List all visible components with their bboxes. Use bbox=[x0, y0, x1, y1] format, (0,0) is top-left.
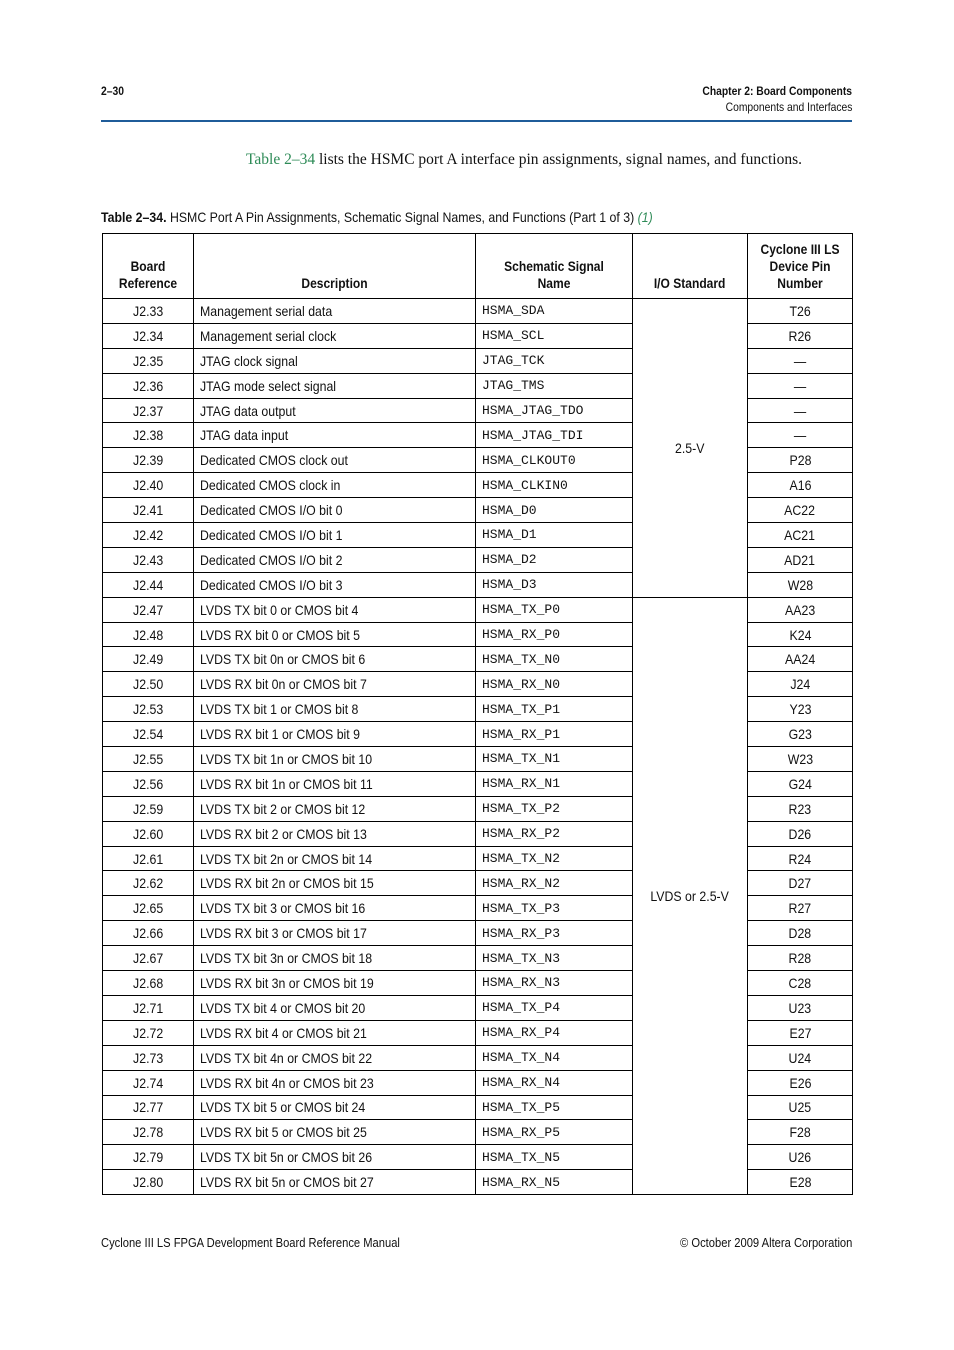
footer-copyright: © October 2009 Altera Corporation bbox=[679, 1235, 852, 1250]
pin-number-cell: K24 bbox=[748, 622, 853, 647]
description-cell: LVDS TX bit 4 or CMOS bit 20 bbox=[194, 995, 476, 1020]
pin-number-cell: R23 bbox=[748, 796, 853, 821]
pin-number-cell: D27 bbox=[748, 871, 853, 896]
description-cell: LVDS RX bit 4 or CMOS bit 21 bbox=[194, 1020, 476, 1045]
pin-assignment-table bbox=[102, 233, 853, 1195]
pin-number-cell: D28 bbox=[748, 921, 853, 946]
table-caption-label: Table 2–34. bbox=[101, 209, 167, 225]
board-reference-cell: J2.44 bbox=[103, 572, 194, 597]
description-cell: LVDS RX bit 2 or CMOS bit 13 bbox=[194, 821, 476, 846]
board-reference-cell: J2.43 bbox=[103, 547, 194, 572]
pin-number-cell: Y23 bbox=[748, 697, 853, 722]
signal-name-cell: HSMA_CLKOUT0 bbox=[476, 448, 633, 473]
description-cell: Dedicated CMOS clock in bbox=[194, 473, 476, 498]
signal-name-cell: HSMA_D1 bbox=[476, 523, 633, 548]
signal-name-cell: HSMA_TX_N4 bbox=[476, 1045, 633, 1070]
signal-name-cell: HSMA_TX_N1 bbox=[476, 747, 633, 772]
board-reference-cell: J2.55 bbox=[103, 747, 194, 772]
pin-number-cell: — bbox=[748, 348, 853, 373]
description-cell: LVDS RX bit 1 or CMOS bit 9 bbox=[194, 722, 476, 747]
header-signal-name: Schematic Signal Name bbox=[476, 234, 633, 299]
pin-number-cell: E27 bbox=[748, 1020, 853, 1045]
signal-name-cell: HSMA_TX_P4 bbox=[476, 995, 633, 1020]
description-cell: LVDS TX bit 5n or CMOS bit 26 bbox=[194, 1145, 476, 1170]
description-cell: LVDS RX bit 5 or CMOS bit 25 bbox=[194, 1120, 476, 1145]
signal-name-cell: HSMA_TX_P1 bbox=[476, 697, 633, 722]
board-reference-cell: J2.68 bbox=[103, 971, 194, 996]
header-io-standard: I/O Standard bbox=[633, 234, 748, 299]
signal-name-cell: HSMA_SDA bbox=[476, 299, 633, 324]
pin-number-cell: AD21 bbox=[748, 547, 853, 572]
signal-name-cell: HSMA_TX_P5 bbox=[476, 1095, 633, 1120]
table-caption bbox=[101, 209, 653, 225]
description-cell: Dedicated CMOS I/O bit 0 bbox=[194, 498, 476, 523]
board-reference-cell: J2.33 bbox=[103, 299, 194, 324]
page-number: 2–30 bbox=[101, 84, 124, 98]
board-reference-cell: J2.48 bbox=[103, 622, 194, 647]
table-row bbox=[103, 299, 853, 324]
footnote-link[interactable]: (1) bbox=[637, 209, 653, 225]
pin-number-cell: AC22 bbox=[748, 498, 853, 523]
signal-name-cell: JTAG_TCK bbox=[476, 348, 633, 373]
pin-number-cell: AA24 bbox=[748, 647, 853, 672]
signal-name-cell: HSMA_RX_P0 bbox=[476, 622, 633, 647]
signal-name-cell: HSMA_SCL bbox=[476, 323, 633, 348]
signal-name-cell: HSMA_RX_N1 bbox=[476, 771, 633, 796]
io-standard-cell: 2.5-V bbox=[633, 299, 748, 598]
description-cell: LVDS TX bit 3n or CMOS bit 18 bbox=[194, 946, 476, 971]
board-reference-cell: J2.39 bbox=[103, 448, 194, 473]
board-reference-cell: J2.60 bbox=[103, 821, 194, 846]
signal-name-cell: HSMA_D0 bbox=[476, 498, 633, 523]
pin-number-cell: R28 bbox=[748, 946, 853, 971]
board-reference-cell: J2.40 bbox=[103, 473, 194, 498]
pin-number-cell: U23 bbox=[748, 995, 853, 1020]
pin-number-cell: G24 bbox=[748, 771, 853, 796]
board-reference-cell: J2.36 bbox=[103, 373, 194, 398]
signal-name-cell: HSMA_RX_N0 bbox=[476, 672, 633, 697]
description-cell: Management serial clock bbox=[194, 323, 476, 348]
signal-name-cell: JTAG_TMS bbox=[476, 373, 633, 398]
pin-number-cell: C28 bbox=[748, 971, 853, 996]
pin-number-cell: D26 bbox=[748, 821, 853, 846]
pin-number-cell: U26 bbox=[748, 1145, 853, 1170]
pin-number-cell: AC21 bbox=[748, 523, 853, 548]
signal-name-cell: HSMA_RX_P4 bbox=[476, 1020, 633, 1045]
description-cell: JTAG data output bbox=[194, 398, 476, 423]
board-reference-cell: J2.71 bbox=[103, 995, 194, 1020]
pin-number-cell: U24 bbox=[748, 1045, 853, 1070]
description-cell: LVDS TX bit 0n or CMOS bit 6 bbox=[194, 647, 476, 672]
chapter-title: Chapter 2: Board Components bbox=[702, 84, 852, 98]
intro-text: lists the HSMC port A interface pin assignments, signal names, and functions. bbox=[315, 151, 802, 168]
description-cell: JTAG clock signal bbox=[194, 348, 476, 373]
board-reference-cell: J2.34 bbox=[103, 323, 194, 348]
description-cell: LVDS RX bit 3n or CMOS bit 19 bbox=[194, 971, 476, 996]
description-cell: LVDS RX bit 2n or CMOS bit 15 bbox=[194, 871, 476, 896]
description-cell: LVDS TX bit 2n or CMOS bit 14 bbox=[194, 846, 476, 871]
board-reference-cell: J2.49 bbox=[103, 647, 194, 672]
board-reference-cell: J2.42 bbox=[103, 523, 194, 548]
pin-number-cell: A16 bbox=[748, 473, 853, 498]
board-reference-cell: J2.56 bbox=[103, 771, 194, 796]
description-cell: LVDS RX bit 4n or CMOS bit 23 bbox=[194, 1070, 476, 1095]
table-row bbox=[103, 597, 853, 622]
signal-name-cell: HSMA_RX_P3 bbox=[476, 921, 633, 946]
table-xref-link[interactable]: Table 2–34 bbox=[246, 151, 316, 168]
header-board-reference: Board Reference bbox=[103, 234, 194, 299]
signal-name-cell: HSMA_TX_P2 bbox=[476, 796, 633, 821]
section-title: Components and Interfaces bbox=[725, 100, 852, 114]
page-header bbox=[101, 84, 852, 122]
pin-number-cell: U25 bbox=[748, 1095, 853, 1120]
description-cell: JTAG mode select signal bbox=[194, 373, 476, 398]
board-reference-cell: J2.37 bbox=[103, 398, 194, 423]
description-cell: LVDS TX bit 2 or CMOS bit 12 bbox=[194, 796, 476, 821]
pin-number-cell: T26 bbox=[748, 299, 853, 324]
signal-name-cell: HSMA_RX_N2 bbox=[476, 871, 633, 896]
description-cell: Dedicated CMOS I/O bit 2 bbox=[194, 547, 476, 572]
pin-number-cell: J24 bbox=[748, 672, 853, 697]
board-reference-cell: J2.65 bbox=[103, 896, 194, 921]
board-reference-cell: J2.66 bbox=[103, 921, 194, 946]
board-reference-cell: J2.80 bbox=[103, 1170, 194, 1195]
board-reference-cell: J2.50 bbox=[103, 672, 194, 697]
signal-name-cell: HSMA_JTAG_TDO bbox=[476, 398, 633, 423]
pin-number-cell: — bbox=[748, 398, 853, 423]
board-reference-cell: J2.54 bbox=[103, 722, 194, 747]
board-reference-cell: J2.59 bbox=[103, 796, 194, 821]
signal-name-cell: HSMA_TX_N0 bbox=[476, 647, 633, 672]
description-cell: LVDS TX bit 1n or CMOS bit 10 bbox=[194, 747, 476, 772]
pin-number-cell: G23 bbox=[748, 722, 853, 747]
description-cell: Dedicated CMOS clock out bbox=[194, 448, 476, 473]
description-cell: Management serial data bbox=[194, 299, 476, 324]
footer-manual-title: Cyclone III LS FPGA Development Board Reference Manual bbox=[101, 1235, 400, 1250]
board-reference-cell: J2.47 bbox=[103, 597, 194, 622]
board-reference-cell: J2.38 bbox=[103, 423, 194, 448]
board-reference-cell: J2.35 bbox=[103, 348, 194, 373]
description-cell: LVDS TX bit 0 or CMOS bit 4 bbox=[194, 597, 476, 622]
description-cell: LVDS TX bit 3 or CMOS bit 16 bbox=[194, 896, 476, 921]
intro-paragraph bbox=[246, 150, 816, 170]
io-standard-cell: LVDS or 2.5-V bbox=[633, 597, 748, 1194]
board-reference-cell: J2.41 bbox=[103, 498, 194, 523]
description-cell: LVDS RX bit 5n or CMOS bit 27 bbox=[194, 1170, 476, 1195]
signal-name-cell: HSMA_TX_N3 bbox=[476, 946, 633, 971]
pin-number-cell: AA23 bbox=[748, 597, 853, 622]
signal-name-cell: HSMA_JTAG_TDI bbox=[476, 423, 633, 448]
pin-number-cell: R26 bbox=[748, 323, 853, 348]
signal-name-cell: HSMA_RX_N4 bbox=[476, 1070, 633, 1095]
pin-number-cell: R24 bbox=[748, 846, 853, 871]
signal-name-cell: HSMA_RX_N5 bbox=[476, 1170, 633, 1195]
signal-name-cell: HSMA_D3 bbox=[476, 572, 633, 597]
header-pin-number: Cyclone III LS Device Pin Number bbox=[748, 234, 853, 299]
description-cell: Dedicated CMOS I/O bit 1 bbox=[194, 523, 476, 548]
table-caption-text: HSMC Port A Pin Assignments, Schematic Signal Names, and Functions (Part 1 of 3) bbox=[166, 209, 638, 225]
description-cell: Dedicated CMOS I/O bit 3 bbox=[194, 572, 476, 597]
signal-name-cell: HSMA_TX_P3 bbox=[476, 896, 633, 921]
pin-number-cell: W28 bbox=[748, 572, 853, 597]
header-description: Description bbox=[194, 234, 476, 299]
description-cell: LVDS TX bit 1 or CMOS bit 8 bbox=[194, 697, 476, 722]
board-reference-cell: J2.77 bbox=[103, 1095, 194, 1120]
pin-number-cell: R27 bbox=[748, 896, 853, 921]
signal-name-cell: HSMA_RX_P5 bbox=[476, 1120, 633, 1145]
signal-name-cell: HSMA_D2 bbox=[476, 547, 633, 572]
pin-number-cell: W23 bbox=[748, 747, 853, 772]
pin-number-cell: — bbox=[748, 423, 853, 448]
board-reference-cell: J2.74 bbox=[103, 1070, 194, 1095]
pin-number-cell: E26 bbox=[748, 1070, 853, 1095]
signal-name-cell: HSMA_TX_P0 bbox=[476, 597, 633, 622]
board-reference-cell: J2.61 bbox=[103, 846, 194, 871]
board-reference-cell: J2.78 bbox=[103, 1120, 194, 1145]
description-cell: LVDS TX bit 4n or CMOS bit 22 bbox=[194, 1045, 476, 1070]
table-header-row bbox=[103, 234, 853, 299]
board-reference-cell: J2.79 bbox=[103, 1145, 194, 1170]
description-cell: LVDS RX bit 0 or CMOS bit 5 bbox=[194, 622, 476, 647]
signal-name-cell: HSMA_RX_N3 bbox=[476, 971, 633, 996]
pin-number-cell: — bbox=[748, 373, 853, 398]
board-reference-cell: J2.67 bbox=[103, 946, 194, 971]
signal-name-cell: HSMA_RX_P1 bbox=[476, 722, 633, 747]
signal-name-cell: HSMA_TX_N2 bbox=[476, 846, 633, 871]
description-cell: JTAG data input bbox=[194, 423, 476, 448]
board-reference-cell: J2.62 bbox=[103, 871, 194, 896]
board-reference-cell: J2.73 bbox=[103, 1045, 194, 1070]
pin-number-cell: P28 bbox=[748, 448, 853, 473]
signal-name-cell: HSMA_CLKIN0 bbox=[476, 473, 633, 498]
pin-number-cell: F28 bbox=[748, 1120, 853, 1145]
pin-number-cell: E28 bbox=[748, 1170, 853, 1195]
description-cell: LVDS RX bit 3 or CMOS bit 17 bbox=[194, 921, 476, 946]
description-cell: LVDS TX bit 5 or CMOS bit 24 bbox=[194, 1095, 476, 1120]
description-cell: LVDS RX bit 0n or CMOS bit 7 bbox=[194, 672, 476, 697]
signal-name-cell: HSMA_TX_N5 bbox=[476, 1145, 633, 1170]
board-reference-cell: J2.53 bbox=[103, 697, 194, 722]
signal-name-cell: HSMA_RX_P2 bbox=[476, 821, 633, 846]
board-reference-cell: J2.72 bbox=[103, 1020, 194, 1045]
description-cell: LVDS RX bit 1n or CMOS bit 11 bbox=[194, 771, 476, 796]
